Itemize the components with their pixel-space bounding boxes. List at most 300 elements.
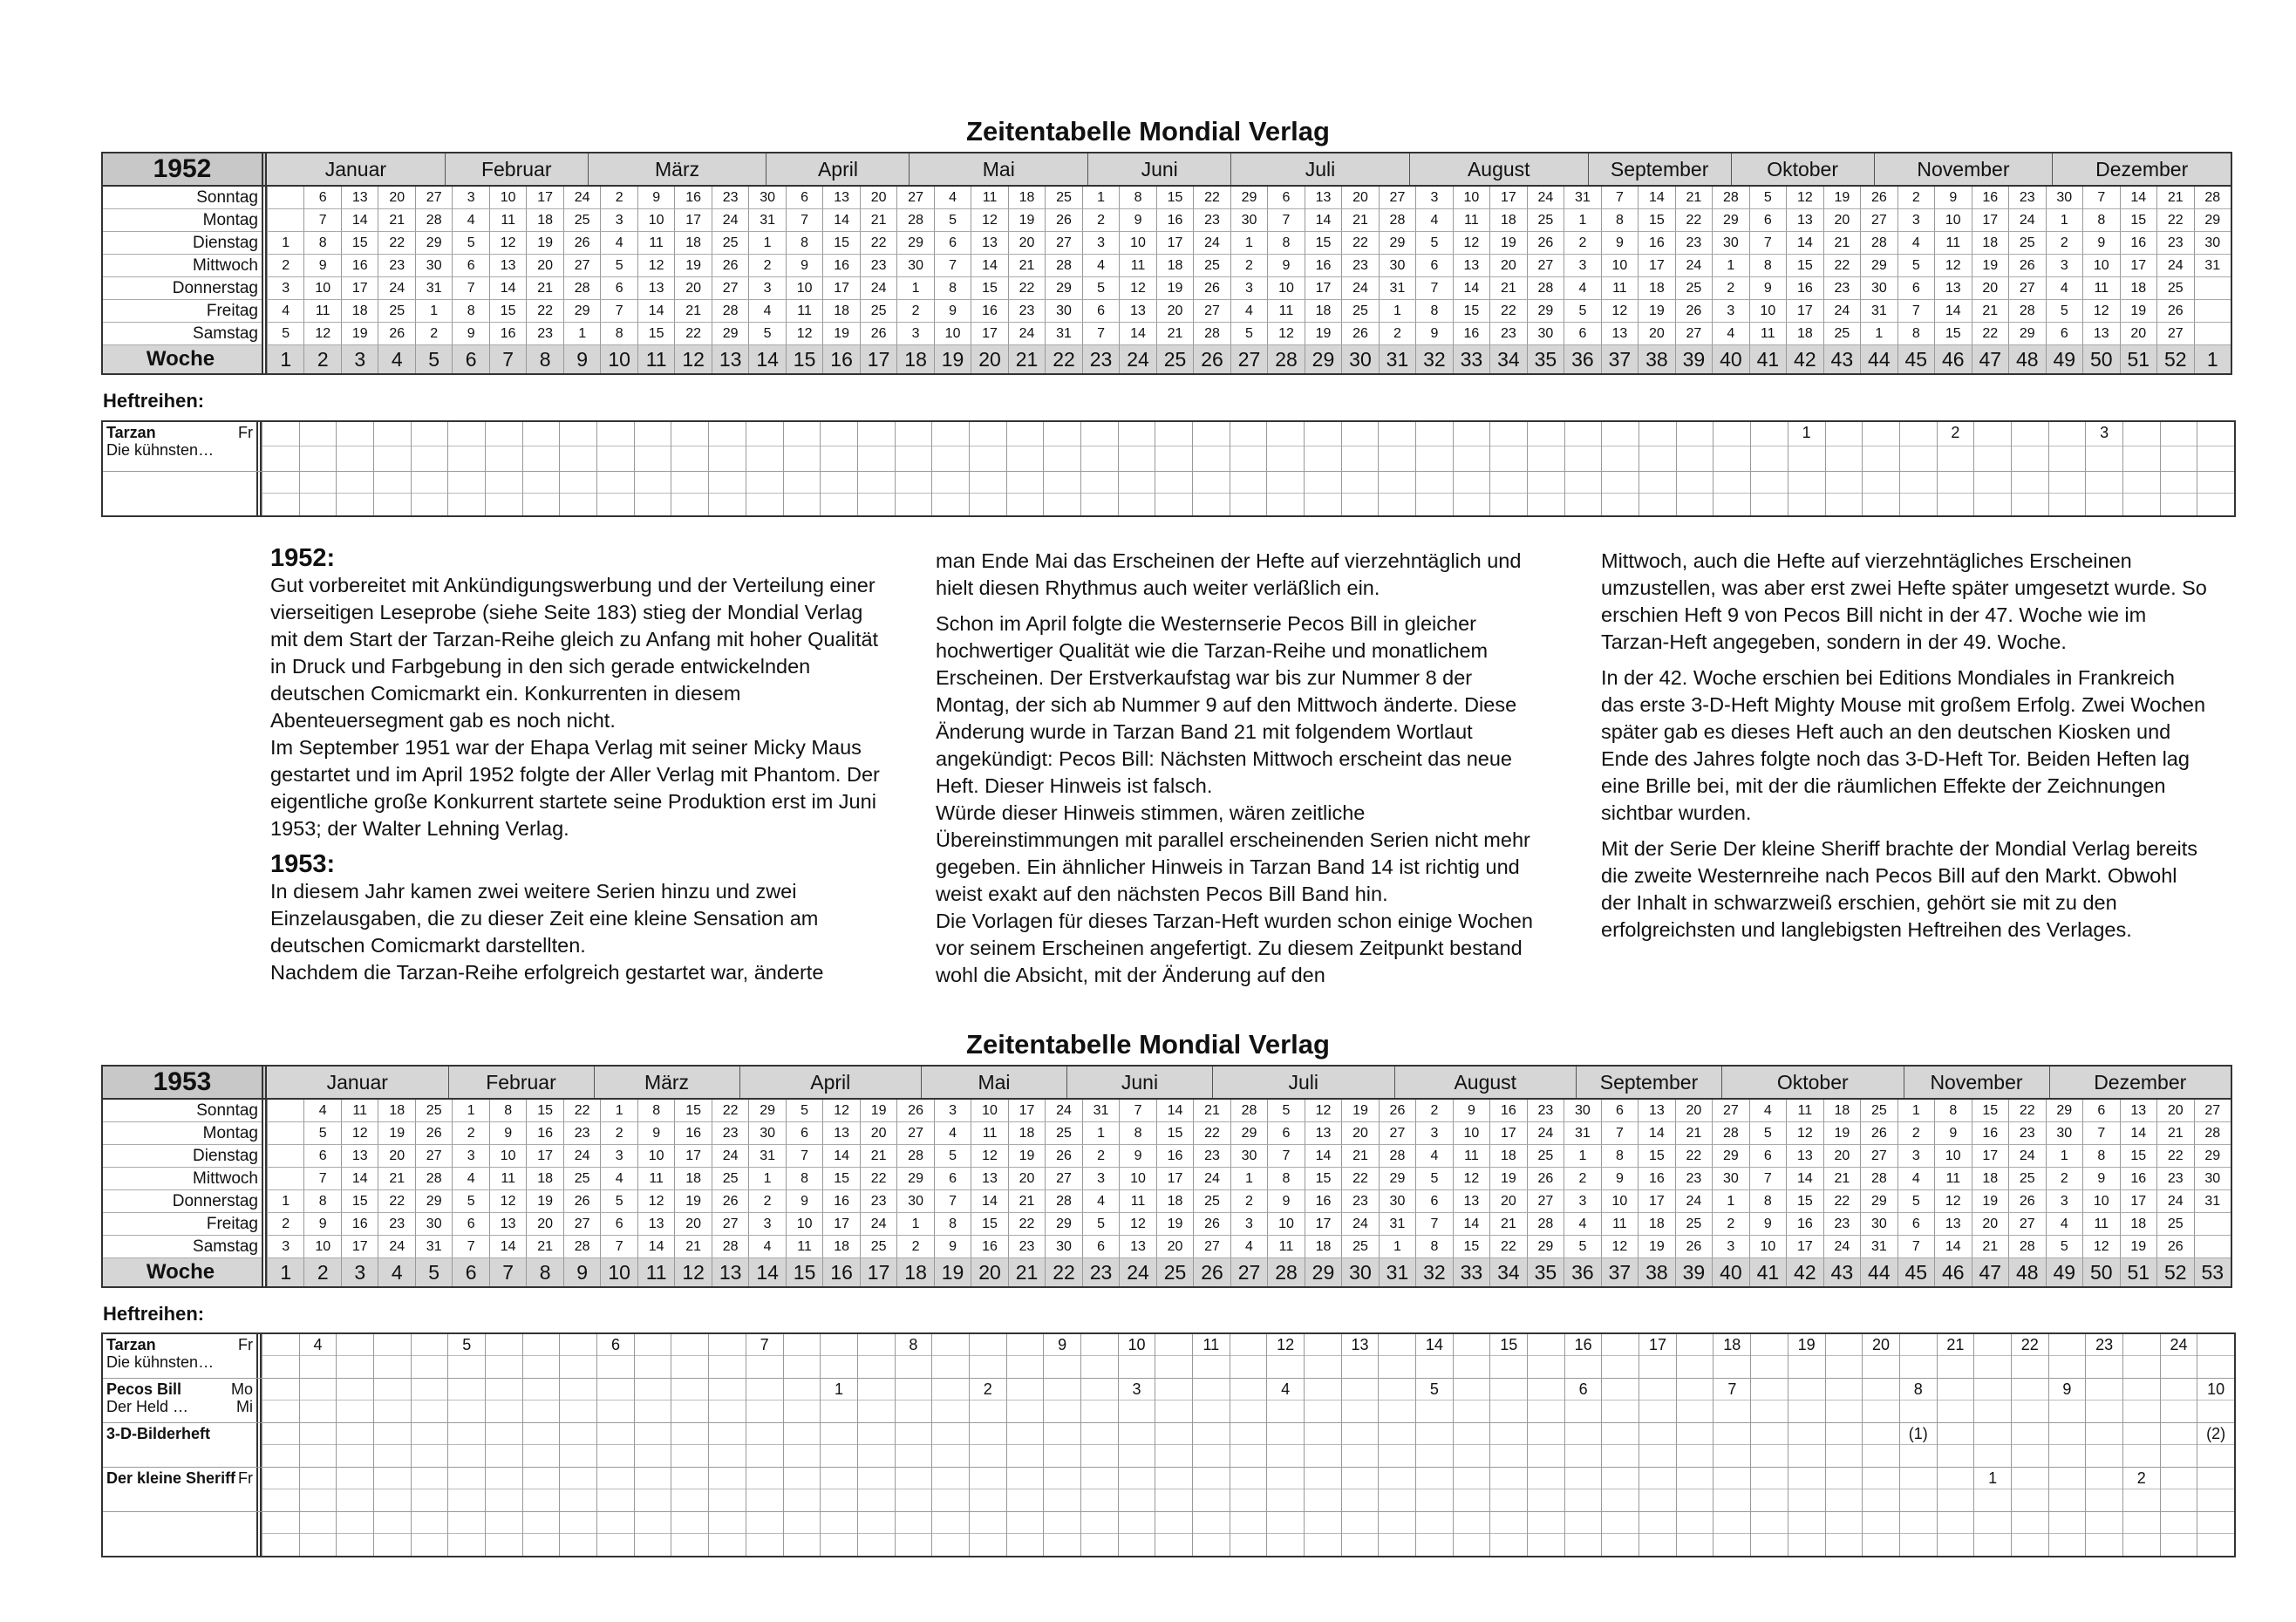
week-number: 45 xyxy=(1897,345,1934,373)
month-header-row xyxy=(267,1067,2231,1098)
date-cell: 17 xyxy=(1638,1190,1675,1213)
date-cell: 2 xyxy=(1712,277,1748,300)
week-number: 10 xyxy=(600,345,637,373)
week-number: 49 xyxy=(2046,345,2082,373)
week-number: 1 xyxy=(267,1258,303,1286)
date-cell: 4 xyxy=(452,209,489,232)
date-cell: 6 xyxy=(303,1145,340,1168)
series-week-cell xyxy=(485,1334,522,1378)
series-week-cell xyxy=(1266,472,1304,515)
date-cell: 21 xyxy=(1193,1100,1230,1122)
series-week-cell xyxy=(2011,1512,2048,1556)
date-cell: 21 xyxy=(1341,209,1378,232)
series-week-cell xyxy=(1453,1468,1490,1511)
series-week-cell xyxy=(708,1512,746,1556)
month-label: April xyxy=(766,153,909,185)
date-cell: 21 xyxy=(1823,232,1861,255)
week-number: 30 xyxy=(1341,345,1378,373)
date-cell: 30 xyxy=(1712,232,1748,255)
week-number: 37 xyxy=(1601,1258,1638,1286)
series-week-cell xyxy=(783,422,821,471)
date-cell: 18 xyxy=(526,1168,563,1190)
date-cell: 27 xyxy=(1045,232,1081,255)
date-cell: 12 xyxy=(1934,255,1972,277)
series-week-cell xyxy=(1155,1379,1192,1422)
date-cell: 1 xyxy=(2046,209,2082,232)
date-cell: 21 xyxy=(1489,277,1526,300)
series-week-cell xyxy=(1937,1512,1974,1556)
date-cell: 27 xyxy=(2008,277,2046,300)
week-number: 38 xyxy=(1638,1258,1675,1286)
series-week-cell xyxy=(1788,1423,1825,1467)
date-cell: 8 xyxy=(1601,1145,1638,1168)
series-week-cell xyxy=(746,1334,783,1378)
date-cell: 9 xyxy=(452,323,489,345)
date-cell: 14 xyxy=(1638,187,1675,209)
week-number: 42 xyxy=(1786,345,1822,373)
date-cell: 7 xyxy=(1897,1236,1934,1258)
paragraph: Gut vorbereitet mit Ankündigungswerbung und der Verteilung einer vierseitigen Leseprobe (siehe Seite 183) stieg der Mondial Verlag mit dem Start der Tarzan-Reihe gleich zu Anfang mit hoher Qualität in Druck und Farbgebung in den sich gerade entwickelnden deutschen Comicmarkt ein. Konkurrenten in diesem Abenteuersegment gab es noch nicht. xyxy=(270,574,879,732)
week-number: 35 xyxy=(1527,1258,1564,1286)
date-cell: 29 xyxy=(1379,232,1416,255)
series-week-cell xyxy=(1973,1468,2011,1511)
date-cell: 24 xyxy=(1527,187,1564,209)
series-week-cell xyxy=(1118,1468,1155,1511)
date-cell: 19 xyxy=(1823,1122,1861,1145)
series-name: Tarzan xyxy=(106,1336,156,1353)
date-cell: 29 xyxy=(1527,1236,1564,1258)
date-cell: 9 xyxy=(489,1122,526,1145)
series-week-cell xyxy=(1155,422,1192,471)
date-cell: 13 xyxy=(2082,323,2119,345)
day-name: Montag xyxy=(103,1122,262,1145)
series-week-cell xyxy=(596,472,634,515)
date-cell: 8 xyxy=(1119,187,1155,209)
date-cell: 6 xyxy=(303,187,340,209)
issue-number: 22 xyxy=(2020,1336,2039,1353)
series-week-cell xyxy=(1601,1379,1639,1422)
month-label: November xyxy=(1874,153,2053,185)
series-week-cell xyxy=(1750,422,1788,471)
date-cell: 25 xyxy=(1675,277,1712,300)
series-week-cell xyxy=(1639,1512,1676,1556)
date-cell: 15 xyxy=(1786,1190,1822,1213)
date-cell: 13 xyxy=(1119,300,1155,323)
date-cell: 4 xyxy=(1564,277,1601,300)
series-week-cell xyxy=(1080,1423,1118,1467)
date-cell: 25 xyxy=(2156,1213,2193,1236)
series-week-cell xyxy=(299,422,337,471)
issue-number: 9 xyxy=(2062,1380,2072,1398)
series-week-cell xyxy=(1266,422,1304,471)
date-cell: 3 xyxy=(1415,187,1452,209)
date-cell: 15 xyxy=(1934,323,1972,345)
date-cell: 6 xyxy=(600,277,637,300)
date-cell: 1 xyxy=(1564,209,1601,232)
date-cell: 1 xyxy=(1860,323,1897,345)
day-name: Dienstag xyxy=(103,1145,262,1168)
date-cell: 31 xyxy=(1564,187,1601,209)
date-cell: 21 xyxy=(1156,323,1193,345)
date-cell: 2 xyxy=(1564,232,1601,255)
issue-number: 7 xyxy=(760,1336,769,1353)
week-number: 53 xyxy=(2194,1258,2231,1286)
day-name-column xyxy=(103,187,267,373)
date-cell: 10 xyxy=(2082,255,2119,277)
series-week-cell xyxy=(559,1512,596,1556)
date-cell: 12 xyxy=(1305,1100,1341,1122)
series-week-cell xyxy=(671,1468,708,1511)
date-cell: 10 xyxy=(637,209,675,232)
series-week-cell xyxy=(1899,1379,1937,1422)
date-cell: 26 xyxy=(860,323,896,345)
series-week-cell xyxy=(2011,1423,2048,1467)
date-cell: 9 xyxy=(2082,1168,2119,1190)
series-week-cell xyxy=(2011,1334,2048,1378)
date-cell: 20 xyxy=(674,1213,711,1236)
date-cell: 28 xyxy=(1860,232,1897,255)
week-number: 17 xyxy=(860,345,896,373)
date-cell: 25 xyxy=(1193,1190,1230,1213)
series-week-cell xyxy=(708,422,746,471)
series-week-cell xyxy=(895,1379,932,1422)
date-cell: 26 xyxy=(2008,1190,2046,1213)
series-week-cell xyxy=(2085,1334,2122,1378)
week-number: 34 xyxy=(1489,345,1526,373)
date-cell: 20 xyxy=(526,1213,563,1236)
heading-1953: 1953: xyxy=(270,850,336,878)
month-label: Mai xyxy=(909,153,1087,185)
series-name-cell xyxy=(103,1423,262,1467)
release-day-2: Mi xyxy=(236,1398,253,1415)
week-number: 14 xyxy=(748,345,785,373)
series-week-cell xyxy=(634,1423,671,1467)
series-week-cell xyxy=(1266,1423,1304,1467)
series-week-cell xyxy=(1862,1512,1899,1556)
series-week-cell xyxy=(1453,1379,1490,1422)
date-cell xyxy=(267,1100,303,1122)
series-week-cell xyxy=(1453,1423,1490,1467)
week-number: 50 xyxy=(2082,1258,2119,1286)
issue-number: 19 xyxy=(1797,1336,1816,1353)
date-cell: 7 xyxy=(600,1236,637,1258)
series-week-cell xyxy=(1378,422,1415,471)
date-cell: 10 xyxy=(1453,1122,1490,1145)
date-cell: 19 xyxy=(1638,300,1675,323)
series-week-cell xyxy=(522,1512,560,1556)
date-cell: 13 xyxy=(1453,1190,1490,1213)
date-cell: 5 xyxy=(934,209,971,232)
date-cell: 2 xyxy=(600,187,637,209)
date-cell: 27 xyxy=(1379,187,1416,209)
date-cell: 17 xyxy=(822,1213,860,1236)
date-cell: 8 xyxy=(1119,1122,1155,1145)
date-cell: 17 xyxy=(1786,300,1822,323)
date-cell: 14 xyxy=(1638,1122,1675,1145)
series-week-cell xyxy=(1713,1334,1750,1378)
series-week-cell xyxy=(1527,1512,1564,1556)
week-number: 19 xyxy=(934,345,971,373)
date-cell: 29 xyxy=(1230,1122,1267,1145)
date-cell: 3 xyxy=(934,1100,971,1122)
date-cell: 22 xyxy=(2156,209,2193,232)
date-cell: 30 xyxy=(1045,300,1081,323)
date-cell: 7 xyxy=(2082,1122,2119,1145)
date-cell: 21 xyxy=(1489,1213,1526,1236)
issue-number: 6 xyxy=(610,1336,620,1353)
issue-number: 8 xyxy=(1913,1380,1923,1398)
series-week-cell xyxy=(1713,472,1750,515)
series-name-cell xyxy=(103,472,262,515)
date-cell: 20 xyxy=(1341,187,1378,209)
series-row xyxy=(103,1468,2234,1512)
series-week-cell xyxy=(746,1468,783,1511)
date-cell: 2 xyxy=(1082,1145,1120,1168)
date-cell: 20 xyxy=(1823,209,1861,232)
date-cell: 11 xyxy=(1453,209,1490,232)
series-week-cell xyxy=(596,1512,634,1556)
date-cell: 25 xyxy=(1193,255,1230,277)
series-week-cell xyxy=(1304,1512,1341,1556)
date-cell: 12 xyxy=(341,1122,378,1145)
week-number: 1 xyxy=(2194,345,2231,373)
date-cell: 2 xyxy=(2046,1168,2082,1190)
paragraph: Mittwoch, auch die Hefte auf vierzehntägliches Erscheinen umzustellen, was aber erst zwei Hefte später umgesetzt wurde. So erschien Heft 9 von Pecos Bill nicht in der 47. Woche wie im Tarzan-Heft angegeben, sondern in der 49. Woche. xyxy=(1601,549,2207,653)
date-cell: 28 xyxy=(1379,1145,1416,1168)
series-week-cell xyxy=(1304,1468,1341,1511)
date-cell: 7 xyxy=(1267,209,1305,232)
date-cell: 19 xyxy=(1972,1190,2008,1213)
series-week-cell xyxy=(373,1468,411,1511)
date-cell: 23 xyxy=(712,187,749,209)
date-cell: 20 xyxy=(378,1145,414,1168)
date-cell: 29 xyxy=(896,1168,934,1190)
series-week-cell xyxy=(2085,422,2122,471)
date-cell: 5 xyxy=(786,1100,822,1122)
week-number: 23 xyxy=(1082,1258,1120,1286)
date-cell: 11 xyxy=(1786,1100,1822,1122)
date-cell: 1 xyxy=(1712,1190,1748,1213)
series-week-cell xyxy=(1564,472,1602,515)
date-cell: 3 xyxy=(1564,255,1601,277)
week-number: 16 xyxy=(822,1258,860,1286)
date-cell: 15 xyxy=(822,1168,860,1190)
date-cell: 12 xyxy=(2082,300,2119,323)
series-week-cell xyxy=(2197,1512,2234,1556)
date-cell: 16 xyxy=(971,300,1007,323)
series-week-cell xyxy=(1750,472,1788,515)
series-week-cell xyxy=(2160,1423,2197,1467)
month-label: März xyxy=(588,153,766,185)
date-cell: 17 xyxy=(971,323,1007,345)
date-cell: 1 xyxy=(1082,1122,1120,1145)
series-week-cell xyxy=(485,1423,522,1467)
date-cell: 26 xyxy=(1045,1145,1081,1168)
date-cell: 8 xyxy=(303,1190,340,1213)
date-cell: 8 xyxy=(303,232,340,255)
date-cell: 18 xyxy=(1008,1122,1046,1145)
date-cell: 28 xyxy=(1045,1190,1081,1213)
series-week-cell xyxy=(708,1423,746,1467)
date-cell: 4 xyxy=(934,187,971,209)
date-cell: 27 xyxy=(2008,1213,2046,1236)
date-cell: 24 xyxy=(378,1236,414,1258)
week-number: 24 xyxy=(1119,345,1155,373)
date-cell: 19 xyxy=(1008,209,1046,232)
series-week-cell xyxy=(373,1379,411,1422)
series-week-cell xyxy=(1825,422,1863,471)
date-cell: 22 xyxy=(563,1100,600,1122)
date-cell: 13 xyxy=(637,277,675,300)
date-cell: 12 xyxy=(1601,1236,1638,1258)
heftreihen-label-1952: Heftreihen: xyxy=(103,390,205,412)
series-week-cell xyxy=(1527,1334,1564,1378)
date-cell: 28 xyxy=(1379,209,1416,232)
date-cell: 30 xyxy=(1527,323,1564,345)
series-week-cell xyxy=(411,1468,448,1511)
month-label: März xyxy=(594,1067,739,1098)
series-week-cell xyxy=(1527,1379,1564,1422)
date-cell: 30 xyxy=(1860,277,1897,300)
series-week-cell xyxy=(969,1512,1006,1556)
date-cell: 23 xyxy=(1823,277,1861,300)
date-cell: 20 xyxy=(1823,1145,1861,1168)
series-week-cell xyxy=(2160,1334,2197,1378)
series-week-cell xyxy=(783,1379,821,1422)
series-week-cell xyxy=(1788,1512,1825,1556)
date-cell: 4 xyxy=(1230,300,1267,323)
series-week-cell xyxy=(1825,1512,1863,1556)
series-week-cell xyxy=(299,1334,337,1378)
date-cell: 8 xyxy=(1415,300,1452,323)
series-week-cell xyxy=(1043,1334,1080,1378)
series-week-cell xyxy=(1750,1468,1788,1511)
date-cell: 31 xyxy=(415,1236,452,1258)
date-cell: 3 xyxy=(2046,1190,2082,1213)
series-week-cell xyxy=(1713,1379,1750,1422)
series-week-cell xyxy=(299,1379,337,1422)
series-week-cell xyxy=(820,422,857,471)
paragraph: Nachdem die Tarzan-Reihe erfolgreich gestartet war, änderte xyxy=(270,961,824,984)
date-cell: 24 xyxy=(1045,1100,1081,1122)
date-cell: 31 xyxy=(415,277,452,300)
date-cell: 17 xyxy=(2120,1190,2157,1213)
date-cell: 5 xyxy=(1749,187,1787,209)
date-cell: 24 xyxy=(860,1213,896,1236)
issue-number: 20 xyxy=(1872,1336,1891,1353)
date-cell: 30 xyxy=(1379,1190,1416,1213)
date-cell: 14 xyxy=(2120,187,2157,209)
date-cell: 27 xyxy=(1193,1236,1230,1258)
date-cell: 15 xyxy=(1305,232,1341,255)
series-week-cell xyxy=(447,1512,485,1556)
date-cell: 10 xyxy=(1934,209,1972,232)
series-week-cell xyxy=(857,1334,895,1378)
series-week-cell xyxy=(1415,1334,1453,1378)
date-cell: 18 xyxy=(341,300,378,323)
series-week-cell xyxy=(671,1334,708,1378)
date-cell: 19 xyxy=(1341,1100,1378,1122)
date-cell: 24 xyxy=(712,1145,749,1168)
series-week-cell xyxy=(1378,1334,1415,1378)
series-week-cell xyxy=(1118,472,1155,515)
date-cell: 19 xyxy=(1305,323,1341,345)
date-cell: 10 xyxy=(1601,255,1638,277)
date-cell: 15 xyxy=(637,323,675,345)
date-cell: 26 xyxy=(2008,255,2046,277)
series-week-cell xyxy=(1527,1468,1564,1511)
date-cell: 22 xyxy=(1341,1168,1378,1190)
date-cell: 25 xyxy=(2156,277,2193,300)
date-cell: 2 xyxy=(1897,1122,1934,1145)
date-cell: 16 xyxy=(1786,277,1822,300)
date-cell: 25 xyxy=(1527,209,1564,232)
date-cell: 6 xyxy=(1897,277,1934,300)
date-cell: 7 xyxy=(1601,187,1638,209)
series-week-cell xyxy=(1304,472,1341,515)
date-cell: 19 xyxy=(1638,1236,1675,1258)
date-cell: 4 xyxy=(748,300,785,323)
series-week-cell xyxy=(522,1468,560,1511)
week-number: 24 xyxy=(1119,1258,1155,1286)
date-cell: 24 xyxy=(1675,255,1712,277)
series-week-cell xyxy=(373,422,411,471)
week-number: 47 xyxy=(1972,1258,2008,1286)
date-cell: 5 xyxy=(452,1190,489,1213)
series-week-cell xyxy=(1825,472,1863,515)
date-cell: 4 xyxy=(1082,1190,1120,1213)
date-cell: 7 xyxy=(1749,232,1787,255)
date-cell: 19 xyxy=(674,1190,711,1213)
week-number: 11 xyxy=(637,345,675,373)
date-cell: 7 xyxy=(1749,1168,1787,1190)
month-label: Juni xyxy=(1087,153,1230,185)
series-week-cell xyxy=(634,1512,671,1556)
date-cell: 18 xyxy=(1156,255,1193,277)
week-number: 43 xyxy=(1823,345,1861,373)
series-week-cell xyxy=(2197,1379,2234,1422)
date-cell: 27 xyxy=(1527,255,1564,277)
series-week-cell xyxy=(1378,1468,1415,1511)
date-cell: 27 xyxy=(1860,209,1897,232)
date-cell: 20 xyxy=(1008,1168,1046,1190)
series-week-cell xyxy=(2197,1423,2234,1467)
date-cell: 7 xyxy=(2082,187,2119,209)
week-number: 3 xyxy=(341,345,378,373)
series-week-cells xyxy=(262,472,2234,515)
series-week-cell xyxy=(1489,1468,1527,1511)
series-week-cells xyxy=(262,1512,2234,1556)
week-number: 48 xyxy=(2008,1258,2046,1286)
series-week-cell xyxy=(1043,1423,1080,1467)
date-cell: 4 xyxy=(2046,277,2082,300)
date-cell: 8 xyxy=(1934,1100,1972,1122)
series-week-cell xyxy=(522,1379,560,1422)
date-cell: 6 xyxy=(1601,1100,1638,1122)
series-week-cell xyxy=(1415,1423,1453,1467)
month-label: Oktober xyxy=(1731,153,1874,185)
series-week-cell xyxy=(2085,1512,2122,1556)
series-week-cell xyxy=(522,472,560,515)
series-week-cell xyxy=(783,1423,821,1467)
series-week-cell xyxy=(857,422,895,471)
date-cell: 16 xyxy=(1972,1122,2008,1145)
month-label: Juli xyxy=(1212,1067,1394,1098)
date-cell: 22 xyxy=(1489,300,1526,323)
series-week-cell xyxy=(1155,1512,1192,1556)
date-cell: 11 xyxy=(637,1168,675,1190)
series-week-cell xyxy=(2122,422,2160,471)
